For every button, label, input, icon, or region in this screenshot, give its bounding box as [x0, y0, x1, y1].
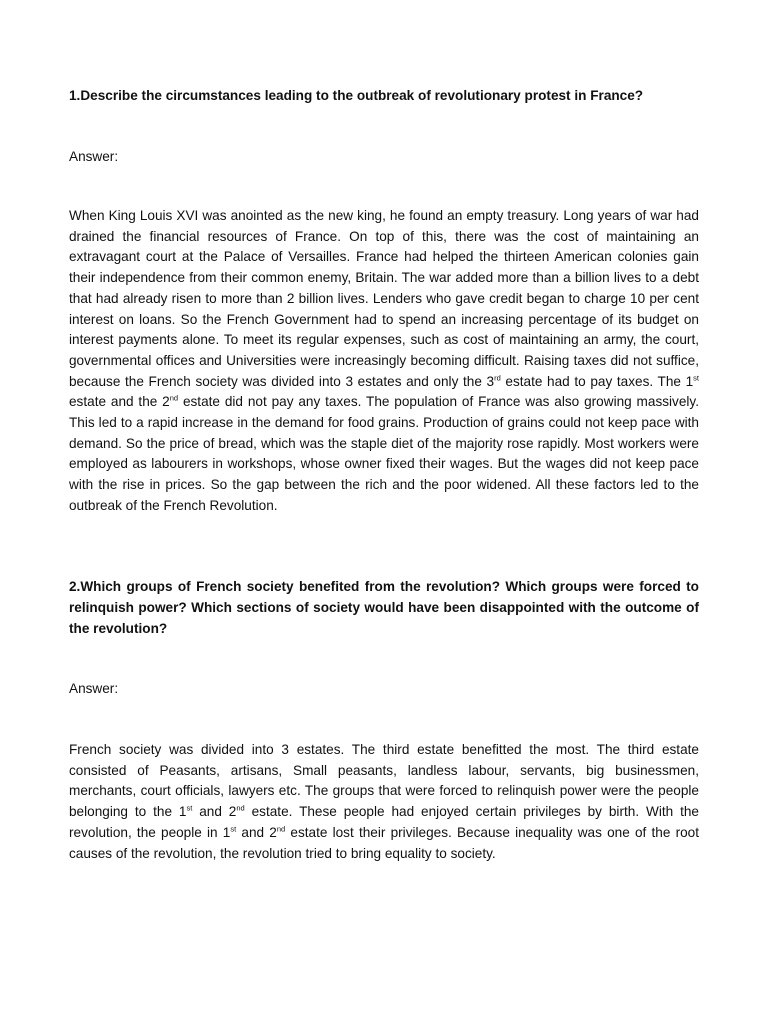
ordinal-superscript: nd	[169, 393, 179, 403]
text-run: and 2	[236, 824, 277, 840]
text-run: estate and the 2	[69, 394, 170, 410]
answer-2-label: Answer:	[69, 681, 119, 696]
text-run: estate did not pay any taxes. The population of France was also growing massively. This led to a rapid increase in the demand for food grains. Production of grains could not keep pace with demand. So the price of bread, which was the staple diet of the majority rose rapidly. Most workers were employed as labourers in workshops, whose owner fixed their wages. But the wages did not keep pace with the rise in prices. So the gap between the rich and the poor widened. All these factors led to the outbreak of the French Revolution.	[69, 394, 700, 513]
text-run: When King Louis XVI was anointed as the new king, he found an empty treasury. Long years of war had drained the financial resources of France. On top of this, there was the cost of maintaining an extravagant court at the Palace of Versailles. France had helped the thirteen American colonies gain their independence from their common enemy, Britain. The war added more than a billion lives to a debt that had already risen to more than 2 billion lives. Lenders who gave credit began to charge 10 per cent interest on loans. So the French Government had to spend an increasing percentage of its budget on interest payments alone. To meet its regular expenses, such as cost of maintaining an army, the court, governmental offices and Universities were increasingly becoming difficult. Raising taxes did not suffice, because the French society was divided into 3 estates and only the 3	[69, 208, 699, 389]
answer-1-paragraph	[69, 206, 699, 517]
question-1-heading: 1.Describe the circumstances leading to the outbreak of revolutionary protest in France?	[69, 88, 644, 103]
answer-1-label: Answer:	[69, 149, 119, 164]
ordinal-superscript: st	[693, 373, 699, 383]
ordinal-superscript: rd	[494, 373, 501, 383]
text-run: and 2	[192, 804, 237, 820]
ordinal-superscript: st	[230, 824, 237, 834]
ordinal-superscript: nd	[236, 803, 245, 813]
text-run: French society was divided into 3 estates. The third estate benefitted the most. The third estate consisted of Peasants, artisans, Small peasants, landless labour, servants, big businessmen, merchants, court officials, lawyers etc. The groups that were forced to relinquish power were the people belonging to the 1	[69, 742, 699, 820]
text-run: estate lost their privileges. Because inequality was one of the root causes of the revolution, the revolution tried to bring equality to society.	[69, 824, 699, 861]
text-run: estate had to pay taxes. The 1	[500, 373, 694, 389]
ordinal-superscript: st	[186, 803, 193, 813]
ordinal-superscript: nd	[276, 824, 286, 834]
question-2-heading: 2.Which groups of French society benefited from the revolution? Which groups were forced to relinquish power? Which sections of society would have been disappointed with the outcome of the revolution?	[69, 579, 699, 636]
text-run: estate. These people had enjoyed certain privileges by birth. With the revolution, the people in 1	[69, 804, 699, 840]
answer-2-paragraph	[69, 740, 699, 864]
